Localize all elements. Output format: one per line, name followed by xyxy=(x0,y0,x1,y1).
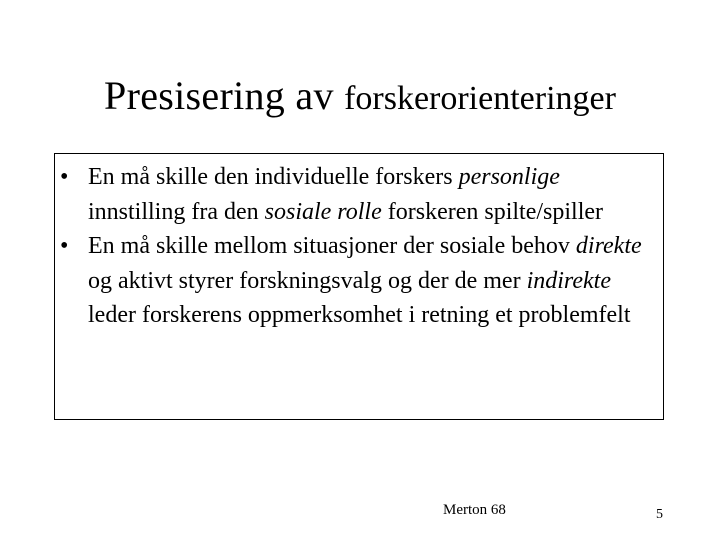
bullet-text: leder forskerens oppmerksomhet i retning et problemfelt xyxy=(88,302,631,328)
bullet-text: En må skille mellom situasjoner der sosiale behov xyxy=(88,233,576,259)
bullet-text: En må skille den individuelle forskers xyxy=(88,164,459,190)
bullet-item xyxy=(60,160,660,229)
bullet-text: innstilling fra den xyxy=(88,198,265,225)
footer-source: Merton 68 xyxy=(443,502,506,518)
bullet-dot: • xyxy=(60,164,69,190)
bullet-emphasis-text: indirekte xyxy=(526,267,611,294)
bullet-item xyxy=(60,229,660,333)
bullet-emphasis-text: personlige xyxy=(458,164,560,190)
slide-title xyxy=(0,72,720,123)
bullet-list xyxy=(60,160,660,333)
bullet-text: forskeren spilte/spiller xyxy=(381,198,604,225)
bullet-text: og aktivt styrer forskningsvalg og der de mer xyxy=(88,267,527,294)
slide-title-part-2: forskerorienteringer xyxy=(344,80,616,117)
bullet-dot: • xyxy=(60,233,69,259)
bullet-emphasis-text: direkte xyxy=(575,233,642,259)
page-number: 5 xyxy=(656,507,663,522)
slide-title-part-1: Presisering av xyxy=(104,73,345,118)
bullet-emphasis-text: sosiale rolle xyxy=(264,198,382,225)
